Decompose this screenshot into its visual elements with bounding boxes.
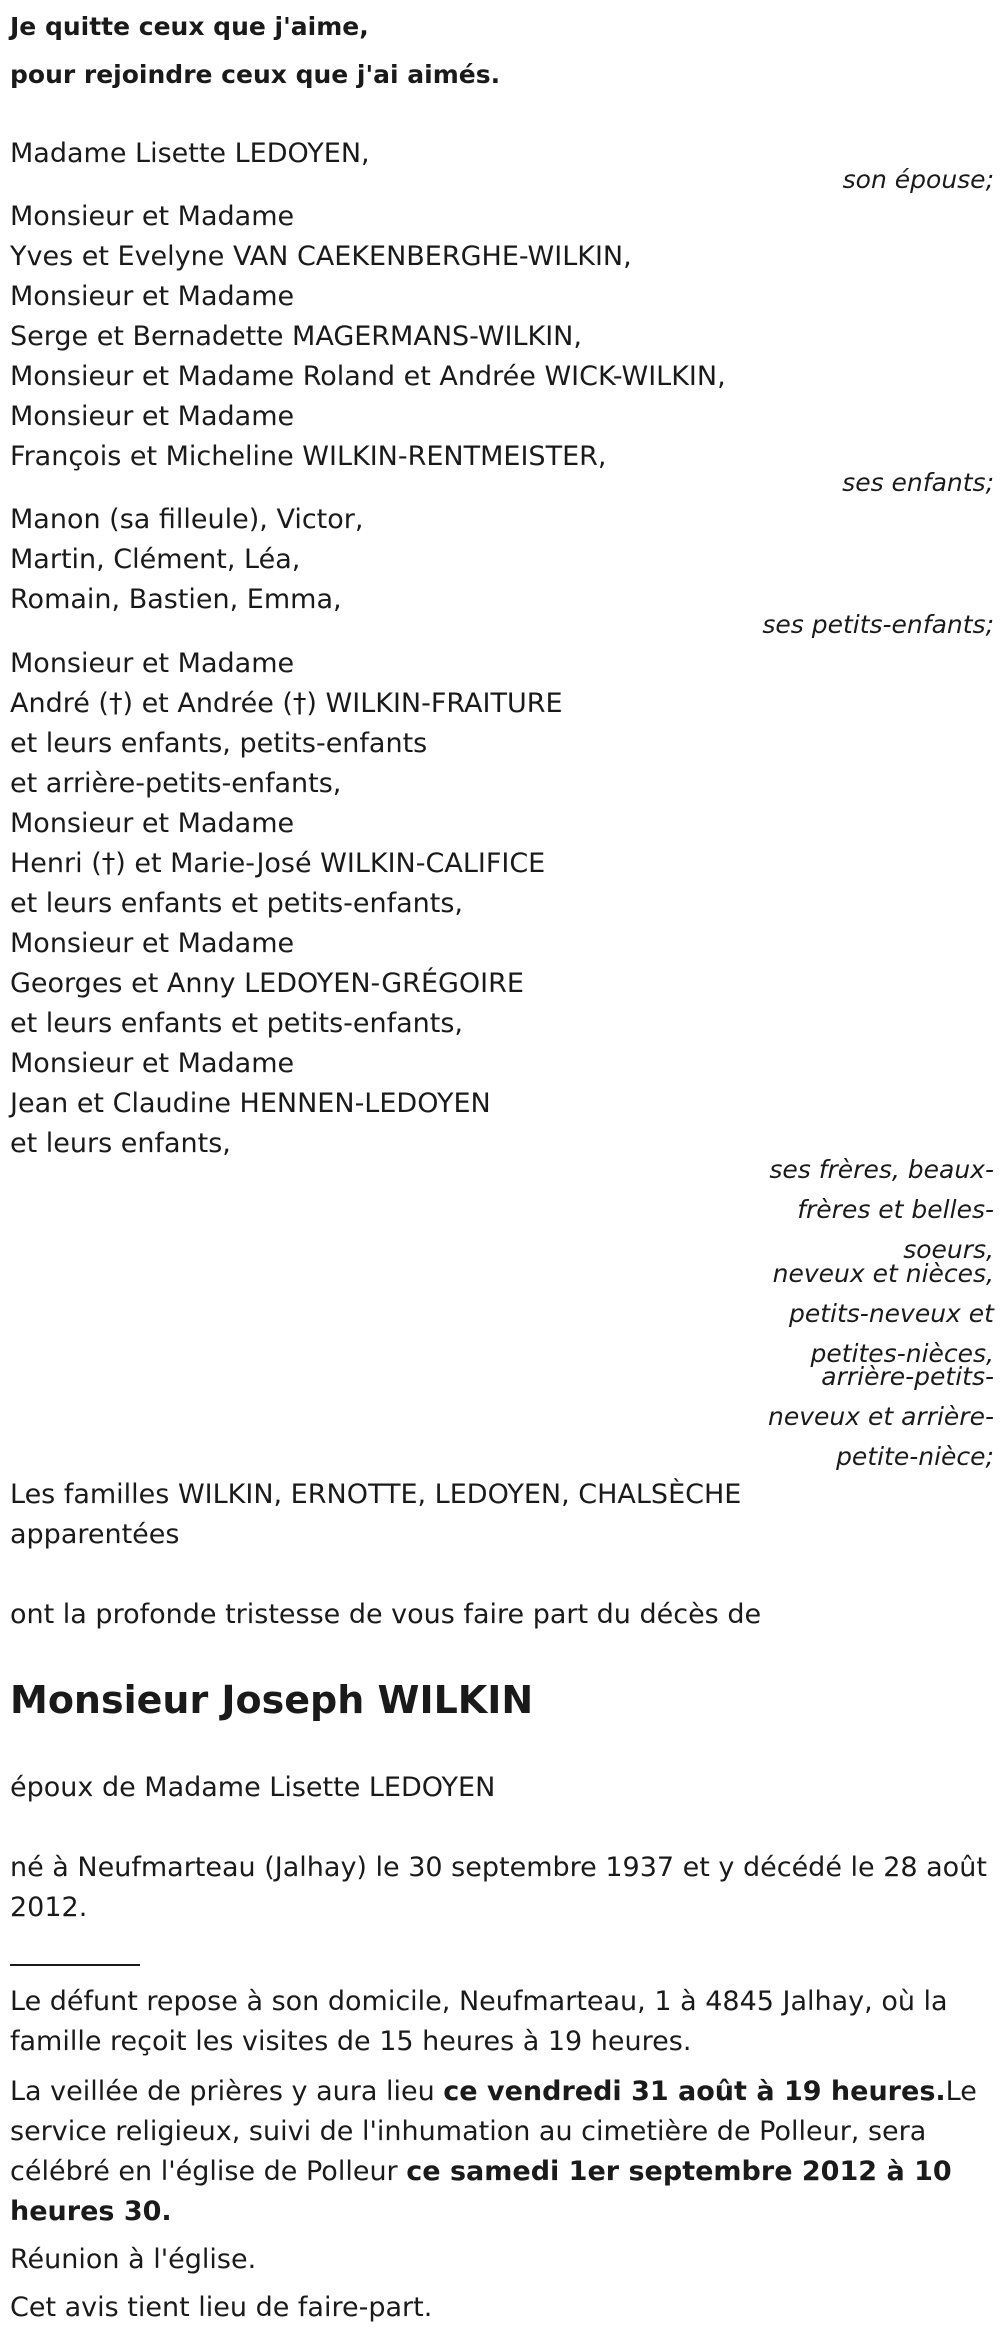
birth-death: né à Neufmarteau (Jalhay) le 30 septembre 1937 et y décédé le 28 août 2012. [10, 1852, 987, 1923]
announcement: ont la profonde tristesse de vous faire part du décès de [10, 1599, 762, 1630]
grandchildren-line: Manon (sa filleule), Victor, [10, 504, 364, 535]
siblings-role-line: arrière-petits- [821, 1362, 994, 1391]
grandchildren-line: Romain, Bastien, Emma, [10, 584, 342, 615]
reunion-info: Réunion à l'église. [10, 2244, 257, 2275]
siblings-role-line: soeurs, [903, 1235, 994, 1264]
siblings-role-line: petites-nièces, [810, 1339, 994, 1368]
families-line: Les familles WILKIN, ERNOTTE, LEDOYEN, CHALSÈCHE [10, 1479, 742, 1510]
children-line: François et Micheline WILKIN-RENTMEISTER, [10, 441, 607, 472]
notice-info: Cet avis tient lieu de faire-part. [10, 2292, 433, 2323]
divider [10, 1964, 140, 1966]
children-line: Monsieur et Madame [10, 281, 295, 312]
grandchildren-role: ses petits-enfants; [762, 610, 994, 639]
siblings-line: et leurs enfants et petits-enfants, [10, 888, 464, 919]
vigil-info [10, 2072, 995, 2232]
quote-line-1: Je quitte ceux que j'aime, [10, 12, 369, 41]
service-text: Le service religieux, suivi de l'inhumation au cimetière de Polleur, sera célébré en l'église de Polleur [10, 2076, 977, 2187]
wife-role: son épouse; [842, 165, 994, 194]
spouse-line: époux de Madame Lisette LEDOYEN [10, 1772, 496, 1803]
siblings-line: Monsieur et Madame [10, 648, 295, 679]
siblings-role-line: frères et belles- [797, 1195, 994, 1224]
siblings-line: et leurs enfants, petits-enfants [10, 728, 428, 759]
siblings-line: Georges et Anny LEDOYEN-GRÉGOIRE [10, 968, 524, 999]
siblings-line: Monsieur et Madame [10, 808, 295, 839]
children-role: ses enfants; [842, 468, 994, 497]
vigil-text: La veillée de prières y aura lieu [10, 2076, 444, 2107]
siblings-line: Monsieur et Madame [10, 1048, 295, 1079]
siblings-line: André (†) et Andrée (†) WILKIN-FRAITURE [10, 688, 563, 719]
siblings-line: Monsieur et Madame [10, 928, 295, 959]
service-date: ce samedi 1er septembre 2012 à 10 heures 30. [10, 2156, 952, 2227]
siblings-line: Jean et Claudine HENNEN-LEDOYEN [10, 1088, 491, 1119]
siblings-role-line: petite-nièce; [836, 1442, 994, 1471]
quote-line-2: pour rejoindre ceux que j'ai aimés. [10, 60, 501, 89]
vigil-date: ce vendredi 31 août à 19 heures. [443, 2076, 946, 2107]
children-line: Monsieur et Madame [10, 401, 295, 432]
siblings-role-line: ses frères, beaux- [769, 1155, 994, 1184]
grandchildren-line: Martin, Clément, Léa, [10, 544, 301, 575]
siblings-line: et leurs enfants, [10, 1128, 231, 1159]
children-line: Monsieur et Madame [10, 201, 295, 232]
siblings-role-line: neveux et nièces, [772, 1259, 994, 1288]
children-line: Yves et Evelyne VAN CAEKENBERGHE-WILKIN, [10, 241, 632, 272]
rest-info: Le défunt repose à son domicile, Neufmarteau, 1 à 4845 Jalhay, où la famille reçoit les visites de 15 heures à 19 heures. [10, 1986, 948, 2057]
children-line: Serge et Bernadette MAGERMANS-WILKIN, [10, 321, 582, 352]
deceased-name: Monsieur Joseph WILKIN [10, 1678, 534, 1722]
siblings-role-line: petits-neveux et [788, 1299, 994, 1328]
siblings-line: et arrière-petits-enfants, [10, 768, 342, 799]
siblings-line: et leurs enfants et petits-enfants, [10, 1008, 464, 1039]
children-line: Monsieur et Madame Roland et Andrée WICK-WILKIN, [10, 361, 726, 392]
siblings-line: Henri (†) et Marie-José WILKIN-CALIFICE [10, 848, 546, 879]
families-line: apparentées [10, 1519, 180, 1550]
wife-name: Madame Lisette LEDOYEN, [10, 138, 370, 169]
siblings-role-line: neveux et arrière- [767, 1402, 994, 1431]
